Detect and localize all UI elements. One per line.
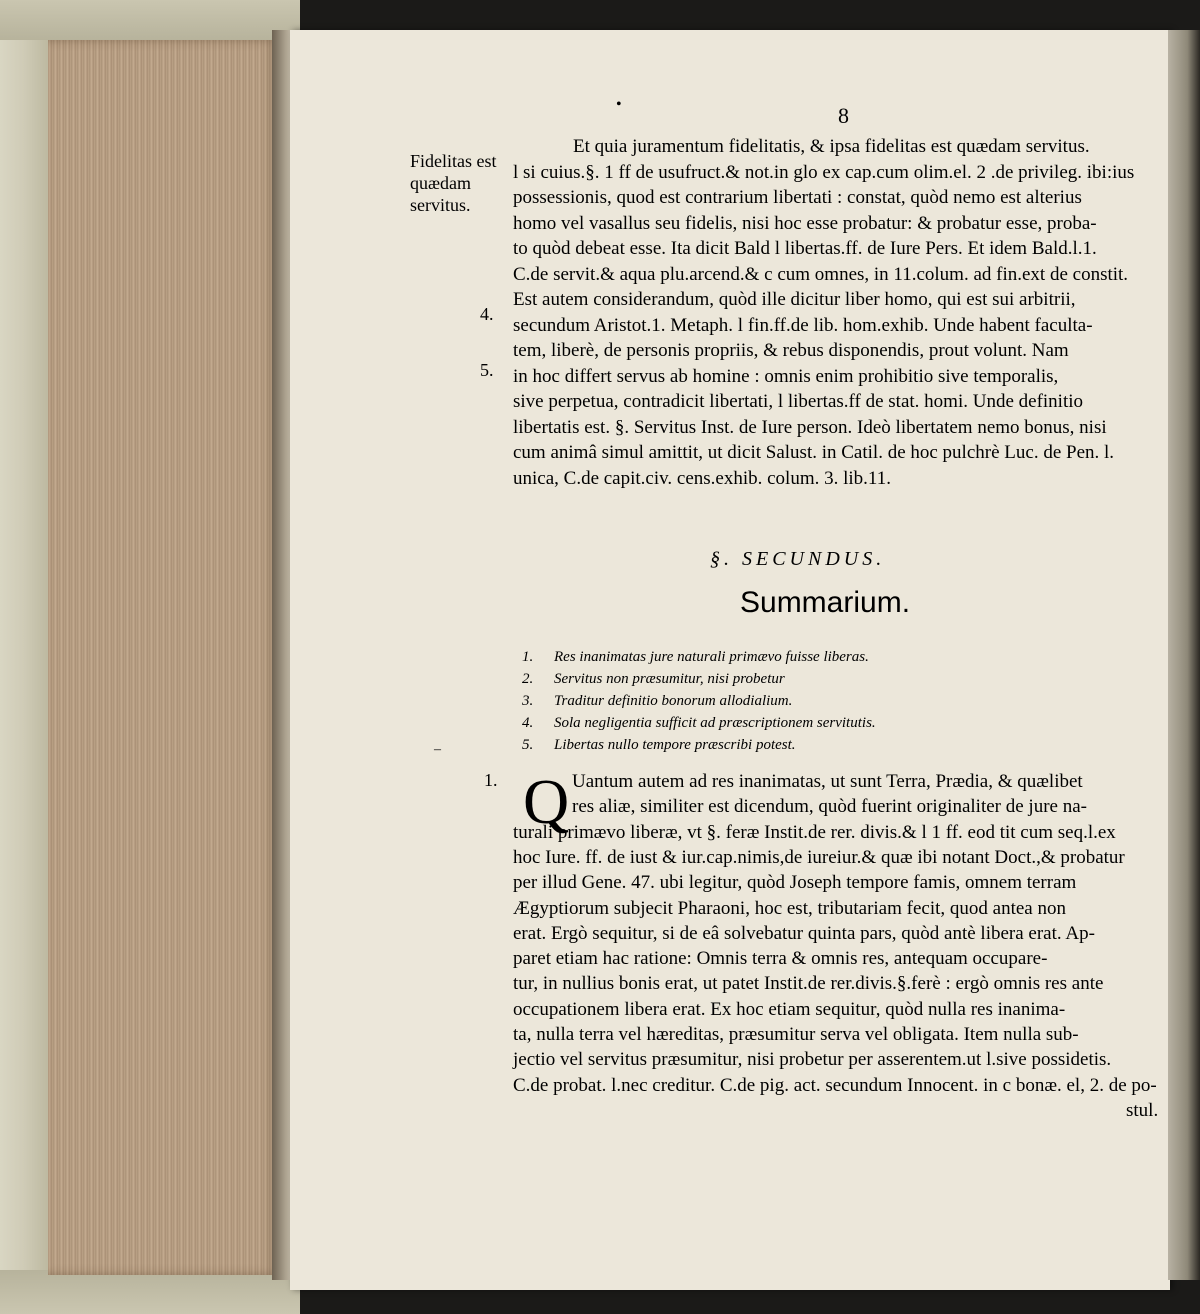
summary-item-text: Servitus non præsumitur, nisi probetur (554, 671, 785, 687)
text-line: sive perpetua, contradicit libertati, l libertas.ff de stat. homi. Unde definitio (513, 391, 1084, 412)
section-heading: §. SECUNDUS. (710, 548, 886, 570)
text-line: Et quia juramentum fidelitatis, & ipsa fidelitas est quædam servitus. (573, 136, 1090, 157)
text-line: hoc Iure. ff. de iust & iur.cap.nimis,de iureiur.& quæ ibi notant Doct.,& probatur (513, 846, 1125, 868)
summary-item (522, 649, 869, 666)
text-line: erat. Ergò sequitur, si de eâ solvebatur quinta pars, quòd antè libera erat. Ap- (513, 922, 1095, 944)
page-edges (48, 40, 278, 1275)
text-line: per illud Gene. 47. ubi legitur, quòd Joseph tempore famis, omnem terram (513, 872, 1077, 894)
text-line: possessionis, quod est contrarium libertati : constat, quòd nemo est alterius (513, 187, 1082, 208)
text-line: to quòd debeat esse. Ita dicit Bald l libertas.ff. de Iure Pers. Et idem Bald.l.1. (513, 238, 1097, 259)
text-line: ta, nulla terra vel hæreditas, præsumitur serva vel obligata. Item nulla sub- (513, 1024, 1079, 1045)
summary-item (522, 693, 792, 710)
text-line: jectio vel servitus præsumitur, nisi probetur per asserentem.ut l.sive possidetis. (513, 1049, 1112, 1071)
text-line: cum animâ simul amittit, ut dicit Salust. in Catil. de hoc pulchrè Luc. de Pen. l. (513, 442, 1115, 463)
summary-item-number: 4. (522, 715, 534, 731)
text-line: tur, in nullius bonis erat, ut patet Instit.de rer.divis.§.ferè : ergò omnis res ante (513, 973, 1104, 995)
summary-item (522, 671, 785, 688)
text-line: C.de probat. l.nec creditur. C.de pig. act. secundum Innocent. in c bonæ. el, 2. de po- (513, 1074, 1157, 1096)
margin-note-line: Fidelitas est (410, 151, 497, 171)
summary-title: Summarium. (740, 586, 911, 619)
text-line: Ægyptiorum subjecit Pharaoni, hoc est, tributariam fecit, quod antea non (513, 897, 1066, 919)
text-line: in hoc differt servus ab homine : omnis enim prohibitio sive temporalis, (513, 365, 1059, 387)
text-line: C.de servit.& aqua plu.arcend.& c cum omnes, in 11.colum. ad fin.ext de constit. (513, 263, 1129, 285)
text-line: paret etiam hac ratione: Omnis terra & omnis res, antequam occupare- (513, 948, 1048, 970)
summary-item-text: Traditur definitio bonorum allodialium. (554, 693, 793, 709)
margin-note-line: quædam (410, 173, 471, 193)
margin-note (410, 150, 497, 216)
page-right-edge (1168, 30, 1200, 1280)
summary-item-number: 2. (522, 671, 534, 687)
page-number: 8 (838, 103, 849, 128)
summary-item-text: Sola negligentia sufficit ad præscriptionem servitutis. (554, 715, 876, 731)
summary-item-number: 1. (522, 649, 534, 665)
text-line: homo vel vasallus seu fidelis, nisi hoc esse probatur: & probatur esse, proba- (513, 212, 1097, 234)
margin-number: 1. (484, 770, 498, 790)
margin-number: 5. (480, 360, 494, 380)
summary-item (522, 715, 876, 732)
summary-item-number: 5. (522, 737, 534, 753)
text-line: stul. (1126, 1099, 1159, 1121)
text-line: res aliæ, similiter est dicendum, quòd fuerint originaliter de jure na- (572, 796, 1087, 818)
summary-item (522, 737, 796, 754)
margin-number: 4. (480, 304, 494, 324)
text-line: Uantum autem ad res inanimatas, ut sunt Terra, Prædia, & quælibet (572, 771, 1083, 792)
text-line: l si cuius.§. 1 ff de usufruct.& not.in glo ex cap.cum olim.el. 2 .de privileg. ibi:ius (513, 161, 1135, 183)
cover-bottom-edge (0, 1270, 300, 1314)
cover-top-edge (0, 0, 300, 40)
text-line: unica, C.de capit.civ. cens.exhib. colum. 3. lib.11. (513, 467, 891, 489)
text-line: secundum Aristot.1. Metaph. l fin.ff.de lib. hom.exhib. Unde habent faculta- (513, 314, 1093, 336)
text-line: turali primævo liberæ, vt §. feræ Instit.de rer. divis.& l 1 ff. eod tit cum seq.l.ex (513, 821, 1116, 843)
ink-mark: • (616, 96, 622, 113)
margin-note-line: servitus. (410, 195, 471, 215)
text-line: occupationem libera erat. Ex hoc etiam sequitur, quòd nulla res inanima- (513, 998, 1066, 1020)
summary-item-text: Res inanimatas jure naturali primævo fuisse liberas. (554, 649, 869, 665)
drop-cap: Q (523, 766, 570, 837)
summary-item-number: 3. (522, 693, 534, 709)
text-line: libertatis est. §. Servitus Inst. de Iure person. Ideò libertatem nemo bonus, nisi (513, 416, 1107, 438)
text-line: Est autem considerandum, quòd ille dicitur liber homo, qui est sui arbitrii, (513, 289, 1076, 310)
ink-dash: – (434, 742, 441, 757)
summary-item-text: Libertas nullo tempore præscribi potest. (554, 737, 796, 753)
text-line: tem, liberè, de personis propriis, & rebus disponendis, prout volunt. Nam (513, 340, 1069, 361)
